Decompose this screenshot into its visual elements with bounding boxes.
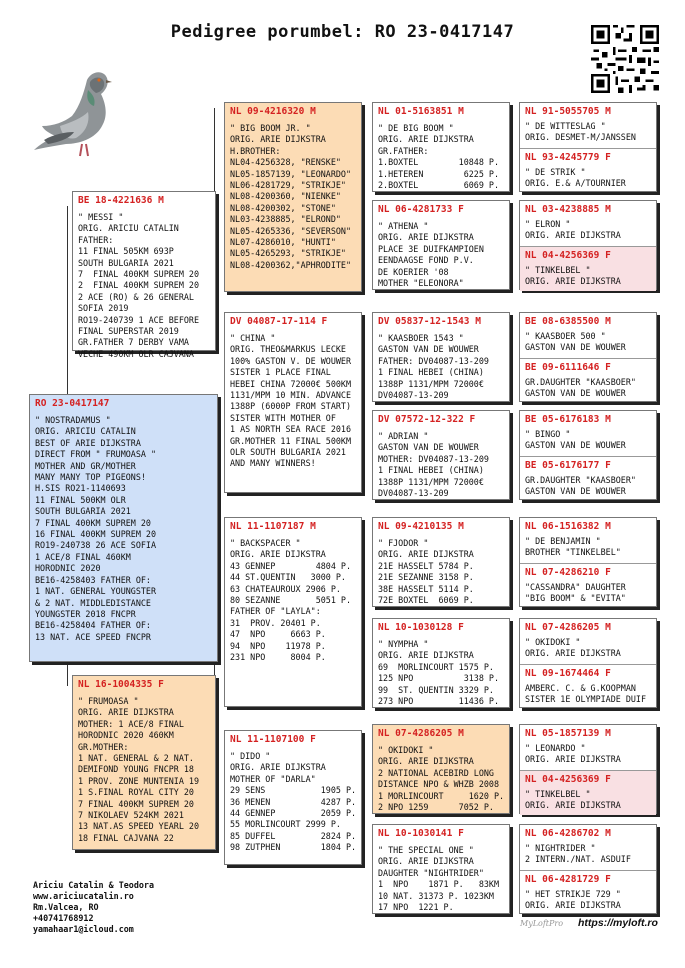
detail-line: HORODNIC 2020 460KM (78, 730, 174, 741)
dam-section (520, 563, 656, 608)
breeder-contact (33, 880, 154, 935)
gen5-pair-card[interactable] (519, 200, 657, 290)
card-details (373, 219, 509, 289)
ring-number: NL 06-4281729 F (525, 874, 611, 885)
detail-line: EENDAAGSE FOND P.V. (378, 255, 474, 266)
detail-line: 2 NATIONAL ACEBIRD LONG (378, 767, 494, 778)
detail-line: 38E HASSELT 5114 P. (378, 583, 474, 594)
detail-line: MOTHER OF "DARLA" (230, 773, 316, 784)
detail-line: 11 FINAL 505KM 693P (78, 246, 174, 257)
detail-line: MOTHER "ELEONORA" (378, 278, 464, 289)
mm-dam-card[interactable] (372, 824, 510, 914)
detail-line: MOTHER AND GR/MOTHER (35, 460, 136, 471)
page-title: Pedigree porumbel: RO 23-0417147 (170, 22, 515, 42)
detail-line: 1 FINAL HEBEI (CHINA) (378, 367, 484, 378)
detail-line: ORIG. ARIE DIJKSTRA (525, 648, 621, 659)
card-details (520, 331, 656, 354)
ring-number: NL 07-4286205 M (378, 728, 464, 739)
card-details (520, 377, 656, 400)
detail-line: " HET STRIKJE 729 " (525, 889, 621, 899)
ring-number: DV 07572-12-322 F (378, 414, 476, 425)
detail-line: 55 MORLINCOURT 2999 P. (230, 819, 341, 830)
detail-line: " ATHENA " (378, 221, 429, 231)
detail-line: AND MANY WINNERS! (230, 458, 316, 469)
detail-line: ORIG. THEO&MARKUS LECKE (230, 344, 346, 355)
detail-line: NL08-4200302, "STONE" (230, 202, 336, 213)
card-details (520, 475, 656, 498)
fm-dam-card[interactable] (372, 410, 510, 500)
gen5-pair-card[interactable] (519, 824, 657, 914)
card-details (520, 219, 656, 242)
detail-line: 1 MORLINCOURT 1620 P. (378, 790, 505, 801)
dam-section (520, 246, 656, 291)
dam-section (520, 456, 656, 501)
detail-line: 98 ZUTPHEN 1804 P. (230, 842, 357, 853)
ring-number: NL 06-4286702 M (525, 828, 611, 839)
ring-number: NL 06-1516382 M (525, 521, 611, 532)
detail-line: 2.BOXTEL 6069 P. (378, 180, 500, 191)
card-details (225, 536, 361, 663)
detail-line: 85 DUFFEL 2824 P. (230, 830, 357, 841)
ring-number: DV 05837-12-1543 M (378, 316, 481, 327)
contact-line: Rm.Valcea, RO (33, 902, 99, 912)
detail-line: 1 AS NORTH SEA RACE 2016 (230, 424, 352, 435)
detail-line: HEBEI CHINA 72000€ 500KM (230, 378, 352, 389)
detail-line: FINAL SUPERSTAR 2019 (78, 326, 179, 337)
detail-line: OLR SOUTH BULGARIA 2021 (230, 447, 346, 458)
detail-line: HORODNIC 2020 (35, 563, 101, 574)
detail-line: GR.FATHER 7 DERBY VAMA (78, 337, 189, 348)
detail-line: 1.BOXTEL 10848 P. (378, 157, 500, 168)
detail-line: ORIG. ARIE DIJKSTRA (230, 134, 326, 145)
detail-line: SOUTH BULGARIA 2021 (78, 257, 174, 268)
card-details (373, 536, 509, 606)
ring-number: NL 07-4286205 M (525, 622, 611, 633)
detail-line: GASTON VAN DE WOUWER (378, 442, 479, 453)
card-details (520, 789, 656, 812)
ring-number: NL 05-1857139 M (525, 728, 611, 739)
detail-line: MOTHER: DV04087-13-209 (378, 453, 489, 464)
detail-line: 94 NPO 11978 P. (230, 640, 326, 651)
detail-line: " OKIDOKI " (378, 745, 434, 755)
detail-line: DEMIFOND YOUNG FNCPR 18 (78, 764, 194, 775)
detail-line: 7 FINAL 400KM SUPREM 20 (35, 517, 151, 528)
ring-number: DV 04087-17-114 F (230, 316, 328, 327)
detail-line: " DE STRIK " (525, 167, 586, 177)
detail-line: " LEONARDO " (525, 743, 586, 753)
detail-line: NL07-4286010, "HUNTI" (230, 237, 336, 248)
detail-line: 1 S.FINAL ROYAL CITY 20 (78, 787, 194, 798)
detail-line: 1388P (6000P FROM START) (230, 401, 352, 412)
detail-line: BE16-4258403 FATHER OF: (35, 574, 151, 585)
detail-line: " BINGO " (525, 429, 571, 439)
detail-line: SISTER 1 PLACE FINAL (230, 367, 331, 378)
detail-line: FATHER: DV04087-13-209 (378, 355, 489, 366)
detail-line: GASTON VAN DE WOUWER (378, 344, 479, 355)
detail-line: " ADRIAN " (378, 431, 429, 441)
detail-line: " ELRON " (525, 219, 571, 229)
ff-dam-card[interactable] (372, 200, 510, 290)
detail-line: 63 CHATEAUROUX 2906 P. (230, 583, 341, 594)
detail-line: 1 NPO 1871 P. 83KM (378, 879, 500, 890)
detail-line: ORIG. ARIE DIJKSTRA (525, 800, 621, 811)
dam-section (520, 664, 656, 709)
sire-section (520, 313, 656, 358)
detail-line: 7 FINAL 400KM SUPREM 20 (78, 269, 200, 280)
dam-section (520, 148, 656, 193)
detail-line: YOUNGSTER 2018 FNCPR (35, 608, 136, 619)
detail-line: ORIG. DESMET-M/JANSSEN (525, 132, 636, 143)
detail-line: 21E SEZANNE 3158 P. (378, 572, 474, 583)
detail-line: DE KOERIER '08 (378, 266, 449, 277)
ring-number: NL 10-1030128 F (378, 622, 464, 633)
card-details (30, 413, 217, 643)
contact-line: +40741768912 (33, 913, 94, 923)
connector-mm (364, 740, 365, 840)
detail-line: 72E BOXTEL 6069 P. (378, 595, 474, 606)
detail-line: FATHER: (78, 234, 114, 245)
mf-sire-card[interactable] (372, 517, 510, 607)
detail-line: NL03-4238885, "ELROND" (230, 214, 341, 225)
card-details (520, 429, 656, 452)
detail-line: GASTON VAN DE WOUWER (525, 342, 626, 353)
sire-section (520, 411, 656, 456)
dam-section (520, 770, 656, 815)
detail-line: 2 INTERN./NAT. ASDUIF (525, 854, 631, 865)
dam-section (520, 358, 656, 403)
mf-dam-card[interactable] (372, 618, 510, 708)
connector-subject-father (67, 206, 68, 395)
detail-line: ORIG. ARIE DIJKSTRA (525, 754, 621, 765)
detail-line: " FRUMOASA " (78, 696, 139, 706)
ring-number: NL 04-4256369 F (525, 774, 611, 785)
contact-line[interactable]: yamahaar1@icloud.com (33, 924, 134, 934)
card-details (373, 121, 509, 191)
ring-number: NL 09-4210135 M (378, 521, 464, 532)
card-details (225, 331, 361, 470)
detail-line: 1131/MPM 10 MIN. ADVANCE (230, 390, 352, 401)
ring-number: BE 05-6176177 F (525, 460, 611, 471)
detail-line: GR.MOTHER: (78, 741, 129, 752)
card-details (73, 210, 215, 360)
detail-line: DV04087-13-209 (378, 488, 449, 499)
detail-line: GASTON VAN DE WOUWER (525, 440, 626, 451)
detail-line: " BIG BOOM JR. " (230, 123, 311, 133)
sire-section (520, 201, 656, 246)
sire-of-mother-card[interactable] (224, 517, 362, 707)
qr-code-icon (591, 25, 659, 93)
detail-line: ORIG. ARIE DIJKSTRA (378, 756, 474, 767)
detail-line: H.SIS RO21-1140693 (35, 483, 126, 494)
detail-line: " OKIDOKI " (525, 637, 581, 647)
detail-line: " KAASBOER 500 " (525, 331, 606, 341)
detail-line: BE16-4258404 FATHER OF: (35, 620, 151, 631)
detail-line: " CHINA " (230, 333, 276, 343)
detail-line: 99 ST. QUENTIN 3329 P. (378, 684, 494, 695)
ring-number: NL 11-1107187 M (230, 521, 316, 532)
card-details (520, 536, 656, 559)
detail-line: 17 NPO 1221 P. (378, 902, 454, 913)
detail-line: 7 FINAL 400KM SUPREM 20 (78, 798, 194, 809)
detail-line: 2 FINAL 400KM SUPREM 20 (78, 280, 200, 291)
mother-card[interactable] (72, 675, 216, 850)
detail-line: " NIGHTRIDER " (525, 843, 596, 853)
mm-sire-card[interactable] (372, 724, 510, 814)
ring-number: NL 93-4245779 F (525, 152, 611, 163)
ring-number: NL 09-1674464 F (525, 668, 611, 679)
dam-section (520, 870, 656, 915)
ring-number: NL 06-4281733 F (378, 204, 464, 215)
card-details (520, 265, 656, 288)
detail-line: SOUTH BULGARIA 2021 (35, 506, 131, 517)
detail-line: NL08-4200360, "NIENKE" (230, 191, 341, 202)
detail-line: 10 NAT. 31373 P. 1023KM (378, 890, 494, 901)
detail-line: 44 GENNEP 2059 P. (230, 808, 357, 819)
detail-line: " FJODOR " (378, 538, 429, 548)
card-details (520, 121, 656, 144)
card-details (373, 331, 509, 401)
detail-line: 11 FINAL 500KM OLR (35, 494, 126, 505)
card-details (520, 743, 656, 766)
detail-line: NL05-4265336, "SEVERSON" (230, 225, 352, 236)
sire-section (520, 518, 656, 563)
ring-number: NL 16-1004335 F (78, 679, 164, 690)
detail-line: 125 NPO 3138 P. (378, 673, 500, 684)
ring-number: NL 03-4238885 M (525, 204, 611, 215)
card-details (73, 694, 215, 844)
card-details (373, 429, 509, 499)
sire-section (520, 103, 656, 148)
detail-line: ORIG. ARIE DIJKSTRA (78, 707, 174, 718)
detail-line: GR.FATHER: (378, 145, 429, 156)
detail-line: ORIG. ARIE DIJKSTRA (378, 232, 474, 243)
detail-line: 13 NAT.AS SPEED YEARL 20 (78, 821, 200, 832)
ring-number: NL 91-5055705 M (525, 106, 611, 117)
detail-line: ORIG. ARIE DIJKSTRA (230, 549, 326, 560)
ring-number: NL 07-4286210 F (525, 567, 611, 578)
detail-line: 273 NPO 11436 P. (378, 696, 500, 707)
detail-line: 21E HASSELT 5784 P. (378, 560, 474, 571)
connector-ff (364, 110, 365, 222)
detail-line: 31 PROV. 20401 P. (230, 617, 321, 628)
detail-line: 1 FINAL HEBEI (CHINA) (378, 465, 484, 476)
detail-line: " DE BIG BOOM " (378, 123, 454, 133)
detail-line: GR.DAUGHTER "KAASBOER" (525, 377, 636, 387)
detail-line: ORIG. ARICIU CATALIN (78, 223, 179, 234)
detail-line: " BACKSPACER " (230, 538, 301, 548)
card-details (520, 582, 656, 605)
card-details (373, 843, 509, 913)
detail-line: ORIG. E.& A/TOURNIER (525, 178, 626, 189)
detail-line: ORIG. ARIE DIJKSTRA (378, 650, 474, 661)
card-details (373, 637, 509, 707)
detail-line: 100% GASTON V. DE WOUWER (230, 355, 352, 366)
card-details (520, 889, 656, 912)
ring-number: NL 11-1107100 F (230, 734, 316, 745)
website-link[interactable]: https://myloft.ro (578, 917, 658, 929)
ring-number: BE 09-6111646 F (525, 362, 611, 373)
detail-line: 18 FINAL CAJVANA 22 (78, 832, 174, 843)
detail-line: 44 ST.QUENTIN 3000 P. (230, 572, 346, 583)
detail-line: AMBERC. C. & G.KOOPMAN (525, 683, 636, 693)
detail-line: 1 ACE/8 FINAL 460KM (35, 551, 131, 562)
detail-line: " KAASBOER 1543 " (378, 333, 464, 343)
detail-line: 1388P 1131/MPM 72000€ (378, 476, 484, 487)
fm-sire-card[interactable] (372, 312, 510, 402)
contact-line[interactable]: www.ariciucatalin.ro (33, 891, 134, 901)
dam-of-father-card[interactable] (224, 312, 362, 493)
detail-line: SISTER WITH MOTHER OF (230, 412, 336, 423)
detail-line: GASTON VAN DE WOUWER (525, 388, 626, 399)
detail-line: NL05-1857139, "LEONARDO" (230, 168, 352, 179)
detail-line: DV04087-13-209 (378, 390, 449, 401)
detail-line: 16 FINAL 400KM SUPREM 20 (35, 529, 157, 540)
detail-line: PLACE 3E DUIFKAMPIOEN (378, 243, 484, 254)
detail-line: " DE BENJAMIN " (525, 536, 601, 546)
detail-line: "CASSANDRA" DAUGHTER (525, 582, 626, 592)
ring-number: NL 04-4256369 F (525, 250, 611, 261)
detail-line: 1 NAT. GENERAL YOUNGSTER (35, 586, 157, 597)
contact-line: Ariciu Catalin & Teodora (33, 880, 155, 890)
detail-line: RO19-240739 1 ACE BEFORE (78, 314, 200, 325)
signature: MyLoftPro (520, 919, 564, 928)
detail-line: NL04-4256328, "RENSKE" (230, 157, 341, 168)
detail-line: 47 NPO 6663 P. (230, 629, 326, 640)
card-details (373, 743, 509, 813)
detail-line: ORIG. ARIE DIJKSTRA (230, 762, 326, 773)
card-details (225, 749, 361, 854)
detail-line: 1.HETEREN 6225 P. (378, 168, 500, 179)
detail-line: ORIG. ARIE DIJKSTRA (525, 276, 621, 287)
gen5-pair-card[interactable] (519, 724, 657, 814)
father-card[interactable] (72, 191, 216, 359)
card-details (520, 843, 656, 866)
ring-number: RO 23-0417147 (35, 398, 110, 409)
pigeon-image (30, 60, 120, 165)
detail-line: SISTER 1E OLYMPIADE DUIF (525, 694, 647, 705)
detail-line: ORIG. ARIE DIJKSTRA (378, 856, 474, 867)
sire-section (520, 825, 656, 870)
ff-sire-card[interactable] (372, 102, 510, 192)
detail-line: MANY MANY TOP PIGEONS! (35, 472, 146, 483)
detail-line: " DIDO " (230, 751, 271, 761)
detail-line: 231 NPO 8004 P. (230, 652, 326, 663)
ring-number: NL 01-5163851 M (378, 106, 464, 117)
detail-line: & 2 NAT. MIDDLEDISTANCE (35, 597, 151, 608)
detail-line: " TINKELBEL " (525, 789, 591, 799)
detail-line: DAUGHTER "NIGHTRIDER" (378, 867, 484, 878)
detail-line: 69 MORLINCOURT 1575 P. (378, 661, 494, 672)
gen5-pair-card[interactable] (519, 618, 657, 708)
detail-line: 1 NAT. GENERAL & 2 NAT. (78, 753, 194, 764)
subject-card[interactable] (29, 394, 218, 662)
connector-mf (364, 528, 365, 638)
ring-number: BE 08-6385500 M (525, 316, 611, 327)
detail-line: GASTON VAN DE WOUWER (525, 486, 626, 497)
detail-line: " NOSTRADAMUS " (35, 415, 111, 425)
detail-line: 2 NPO 1259 7052 P. (378, 802, 494, 813)
detail-line: BEST OF ARIE DIJKSTRA (35, 437, 141, 448)
detail-line: 80 SEZANNE 5051 P. (230, 595, 352, 606)
detail-line: ORIG. ARIE DIJKSTRA (378, 549, 474, 560)
detail-line: "BIG BOOM" & "EVITA" (525, 593, 626, 604)
detail-line: GR.DAUGHTER "KAASBOER" (525, 475, 636, 485)
gen5-pair-card[interactable] (519, 102, 657, 192)
detail-line: DISTANCE NPO & WHZB 2008 (378, 779, 500, 790)
detail-line: NL05-4265293, "STRIKJE" (230, 248, 346, 259)
ring-number: NL 09-4216320 M (230, 106, 316, 117)
detail-line: RO19-240738 26 ACE SOFIA (35, 540, 157, 551)
detail-line: BROTHER "TINKELBEL" (525, 547, 621, 558)
detail-line: MOTHER: 1 ACE/8 FINAL (78, 718, 184, 729)
detail-line: 2 ACE (RO) & 26 GENERAL (78, 291, 194, 302)
detail-line: ORIG. ARIE DIJKSTRA (525, 230, 621, 241)
ring-number: BE 05-6176183 M (525, 414, 611, 425)
detail-line: 1 PROV. ZONE MUNTENIA 19 (78, 775, 200, 786)
detail-line: NL08-4200362,"APHRODITE" (230, 259, 352, 270)
ring-number: BE 18-4221636 M (78, 195, 164, 206)
detail-line: DIRECT FROM " FRUMOASA " (35, 449, 157, 460)
sire-of-father-card[interactable] (224, 102, 362, 292)
sire-section (520, 619, 656, 664)
card-details (520, 167, 656, 190)
detail-line: " THE SPECIAL ONE " (378, 845, 474, 855)
detail-line: ORIG. ARICIU CATALIN (35, 426, 136, 437)
detail-line: VECHE 490KM OLR CAJVANA (78, 348, 194, 359)
detail-line: " NYMPHA " (378, 639, 429, 649)
ring-number: NL 10-1030141 F (378, 828, 464, 839)
detail-line: " MESSI " (78, 212, 124, 222)
detail-line: 13 NAT. ACE SPEED FNCPR (35, 631, 151, 642)
gen5-pair-card[interactable] (519, 517, 657, 607)
detail-line: NL06-4281729, "STRIKJE" (230, 180, 346, 191)
detail-line: " DE WITTESLAG " (525, 121, 606, 131)
dam-of-mother-card[interactable] (224, 730, 362, 865)
gen5-pair-card[interactable] (519, 312, 657, 402)
detail-line: ORIG. ARIE DIJKSTRA (378, 134, 474, 145)
gen5-pair-card[interactable] (519, 410, 657, 500)
detail-line: 1388P 1131/MPM 72000€ (378, 378, 484, 389)
detail-line: 36 MENEN 4287 P. (230, 796, 357, 807)
detail-line: FATHER OF "LAYLA": (230, 606, 321, 617)
connector-fm (364, 322, 365, 432)
detail-line: 43 GENNEP 4804 P. (230, 560, 352, 571)
detail-line: " TINKELBEL " (525, 265, 591, 275)
detail-line: H.BROTHER: (230, 145, 281, 156)
detail-line: ORIG. ARIE DIJKSTRA (525, 900, 621, 911)
card-details (520, 683, 656, 706)
card-details (225, 121, 361, 271)
sire-section (520, 725, 656, 770)
detail-line: GR.MOTHER 11 FINAL 500KM (230, 435, 352, 446)
detail-line: SOFIA 2019 (78, 303, 129, 314)
detail-line: 7 NIKOLAEV 524KM 2021 (78, 810, 184, 821)
card-details (520, 637, 656, 660)
detail-line: 29 SENS 1905 P. (230, 785, 357, 796)
